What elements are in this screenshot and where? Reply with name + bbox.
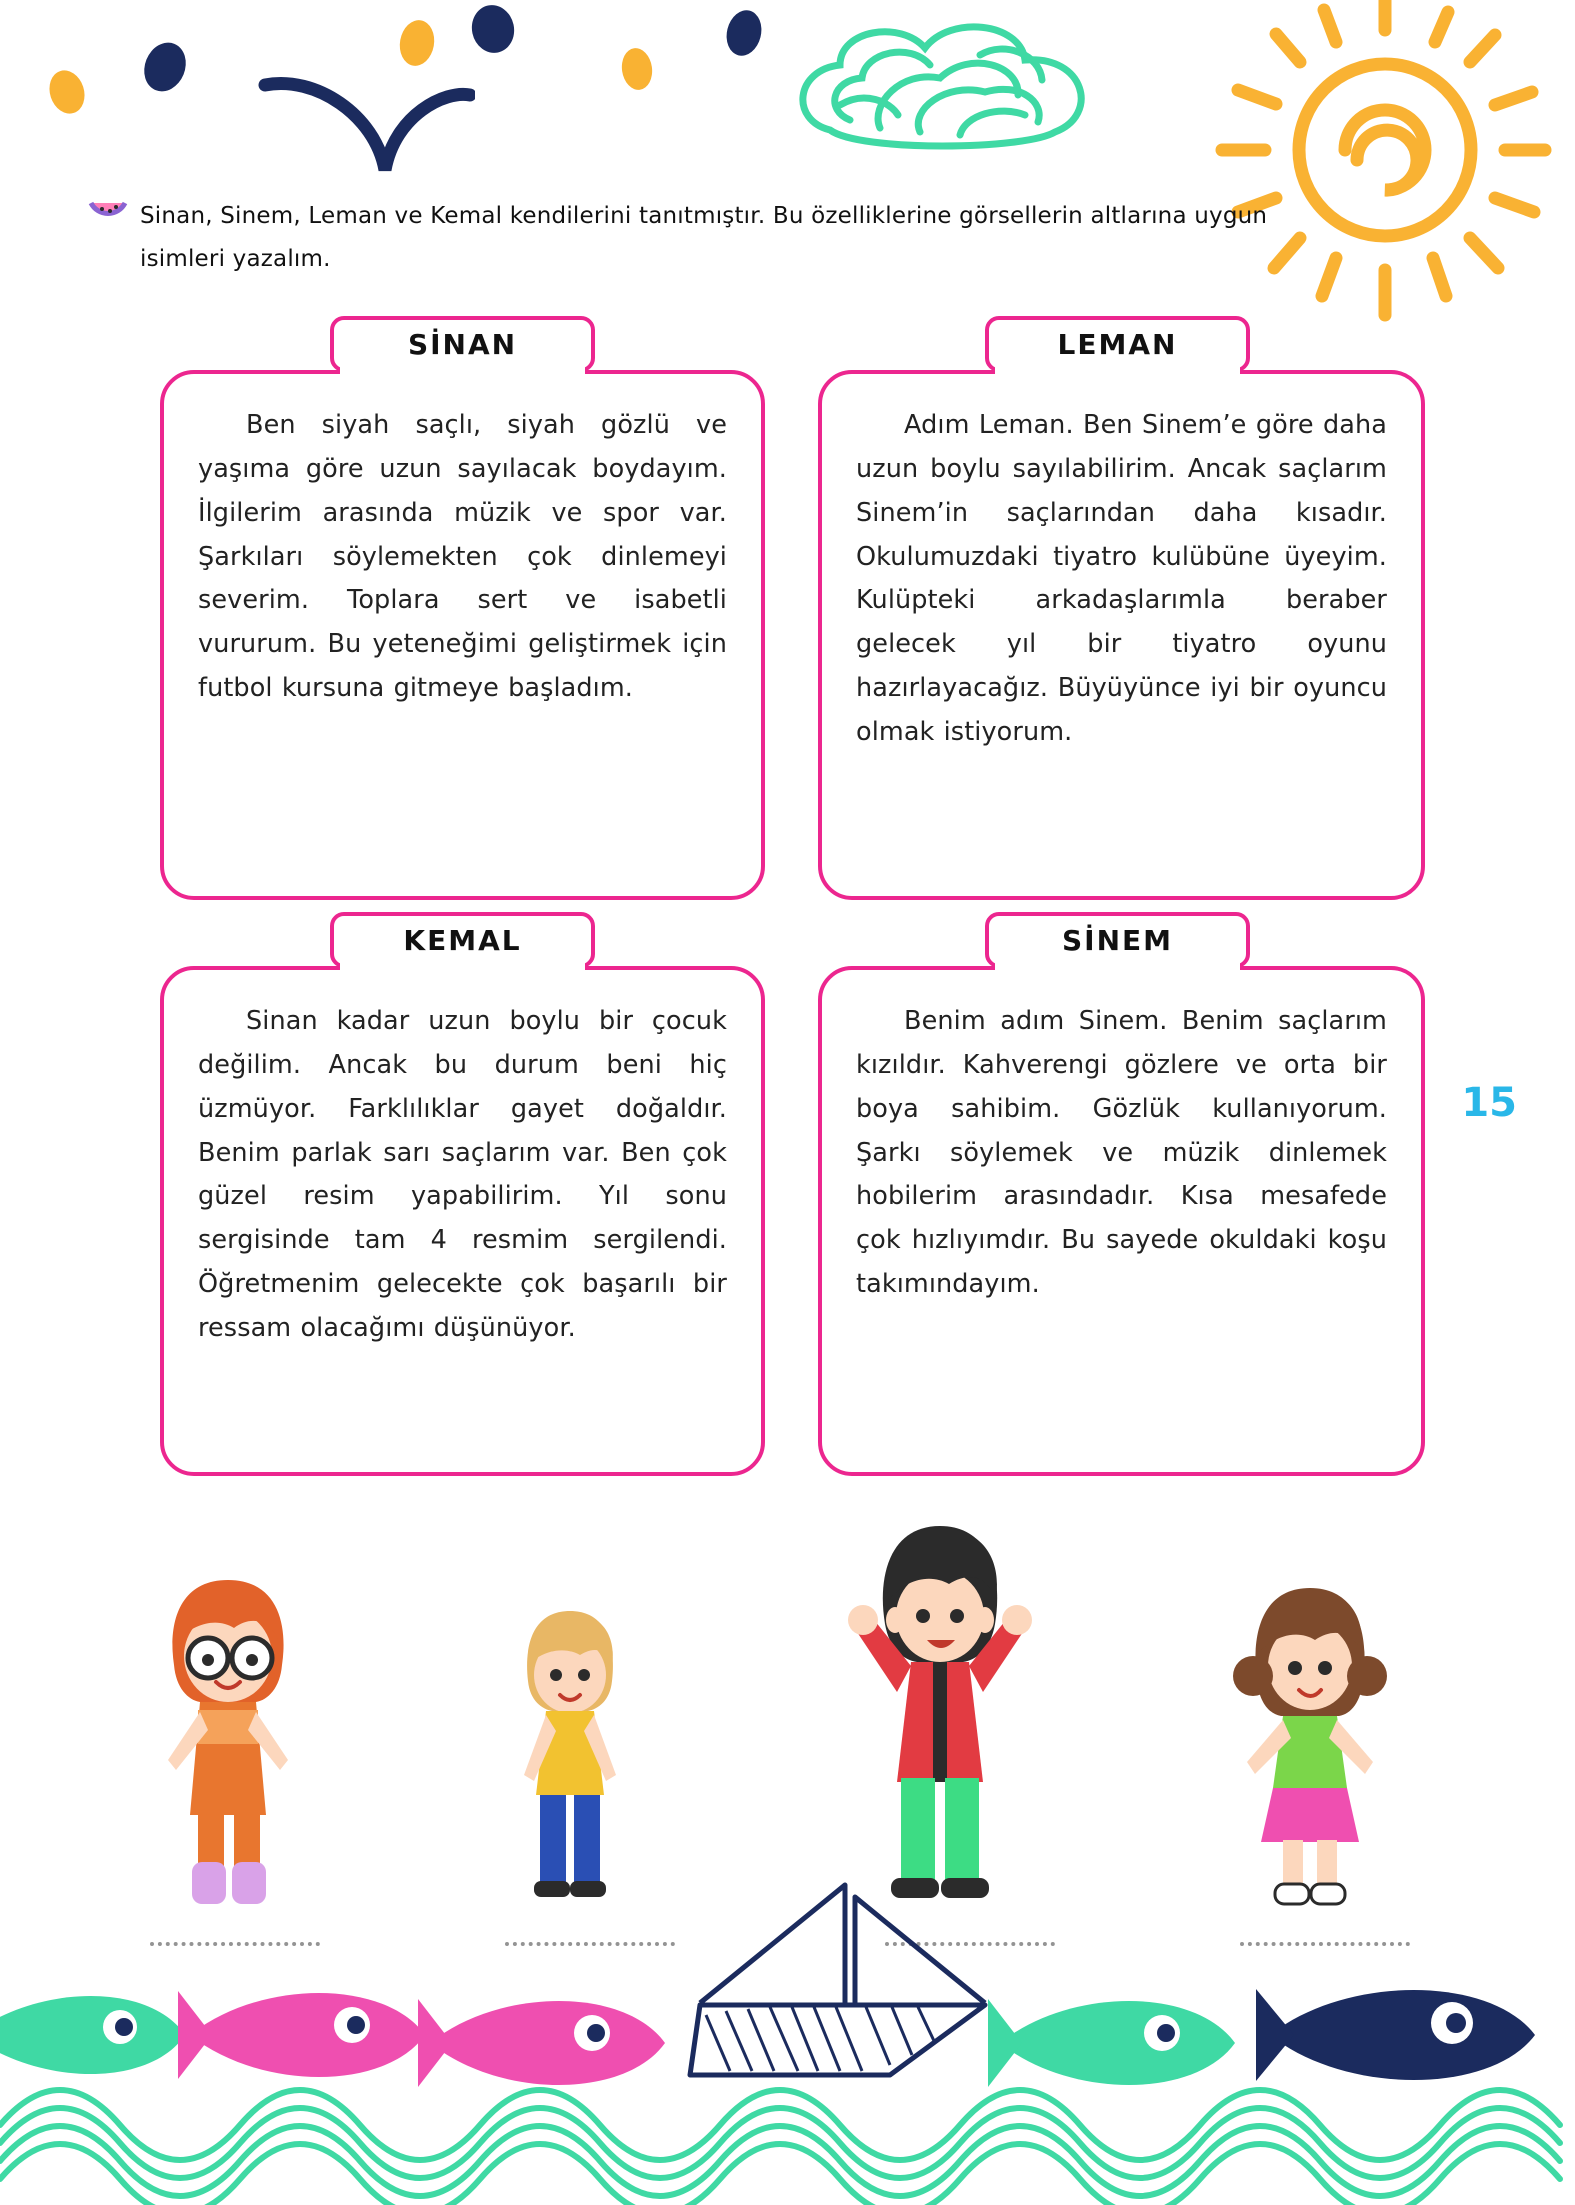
yellow-dot-2 <box>396 17 437 68</box>
fish-green-1 <box>0 1995 185 2075</box>
fish-and-paper-boat-band <box>0 1875 1575 2205</box>
fish-pink-2 <box>418 1999 665 2087</box>
fish-pink-1 <box>178 1991 425 2079</box>
watermelon-icon <box>88 197 128 233</box>
fish-green-2 <box>988 1999 1235 2087</box>
instruction-block <box>140 195 1320 280</box>
card-sinan <box>160 370 765 900</box>
card-sinem-text: Benim adım Sinem. Benim saçlarım kızıldır. Kahverengi gözlere ve orta bir boya sahibim. Gözlük kullanıyorum. Şarkı söylemek ve müzik dinlemek hobilerim arasındadır. Kısa mesafede çok hızlıyımdır. Bu sayede okuldaki koşu takımındayım. <box>856 1006 1387 1300</box>
sun-doodle <box>1190 0 1570 340</box>
card-title-sinan <box>330 316 595 372</box>
navy-dot-3 <box>722 7 766 60</box>
paper-boat-doodle <box>690 1885 985 2075</box>
navy-bird-doodle <box>255 55 475 195</box>
card-title-text: SİNEM <box>1061 923 1173 957</box>
card-title-text: SİNAN <box>407 327 518 361</box>
green-scribble-cloud <box>770 10 1130 200</box>
card-title-text: LEMAN <box>1057 327 1178 361</box>
card-kemal <box>160 966 765 1476</box>
figure-boy-black-hair-waving <box>845 1520 1035 1920</box>
card-sinan-text: Ben siyah saçlı, siyah gözlü ve yaşıma göre uzun sayılacak boydayım. İlgilerim arasında müzik ve spor var. Şarkıları söylemekten çok dinlemeyi severim. Toplara sert ve isabetli vururum. Bu yeteneğimi geliştirmek için futbol kursuna gitmeye başladım. <box>198 410 727 704</box>
instruction-text: Sinan, Sinem, Leman ve Kemal kendilerini tanıtmıştır. Bu özelliklerine görsellerin altlarına uygun isimleri yazalım. <box>140 203 1268 272</box>
card-leman <box>818 370 1425 900</box>
navy-dot-2 <box>467 1 518 57</box>
figure-girl-with-glasses-red-hair <box>148 1570 308 1920</box>
page-number: 15 <box>1461 1080 1517 1126</box>
fish-navy-1 <box>1256 1989 1535 2081</box>
card-sinem <box>818 966 1425 1476</box>
card-title-sinem <box>985 912 1250 968</box>
card-title-kemal <box>330 912 595 968</box>
yellow-dot-1 <box>44 66 90 118</box>
card-kemal-text: Sinan kadar uzun boylu bir çocuk değilim. Ancak bu durum beni hiç üzmüyor. Farklılıklar gayet doğaldır. Benim parlak sarı saçlarım var. Ben çok güzel resim yapabilirim. Yıl sonu sergisinde tam 4 resmim sergilendi. Öğretmenim gelecekte çok başarılı bir ressam olacağımı düşünüyor. <box>198 1006 727 1344</box>
card-leman-text: Adım Leman. Ben Sinem’e göre daha uzun boylu sayılabilirim. Ancak saçlarım Sinem’in saçlarından daha kısadır. Okulumuzdaki tiyatro kulübüne üyeyim. Kulüpteki arkadaşlarımla beraber gelecek yıl bir tiyatro oyunu hazırlayacağız. Büyüyünce iyi bir oyuncu olmak istiyorum. <box>856 410 1387 748</box>
navy-dot-1 <box>137 36 193 97</box>
yellow-dot-3 <box>619 46 655 92</box>
figure-girl-brown-hair-green-shirt <box>1225 1580 1395 1925</box>
card-title-leman <box>985 316 1250 372</box>
card-title-text: KEMAL <box>403 923 522 957</box>
